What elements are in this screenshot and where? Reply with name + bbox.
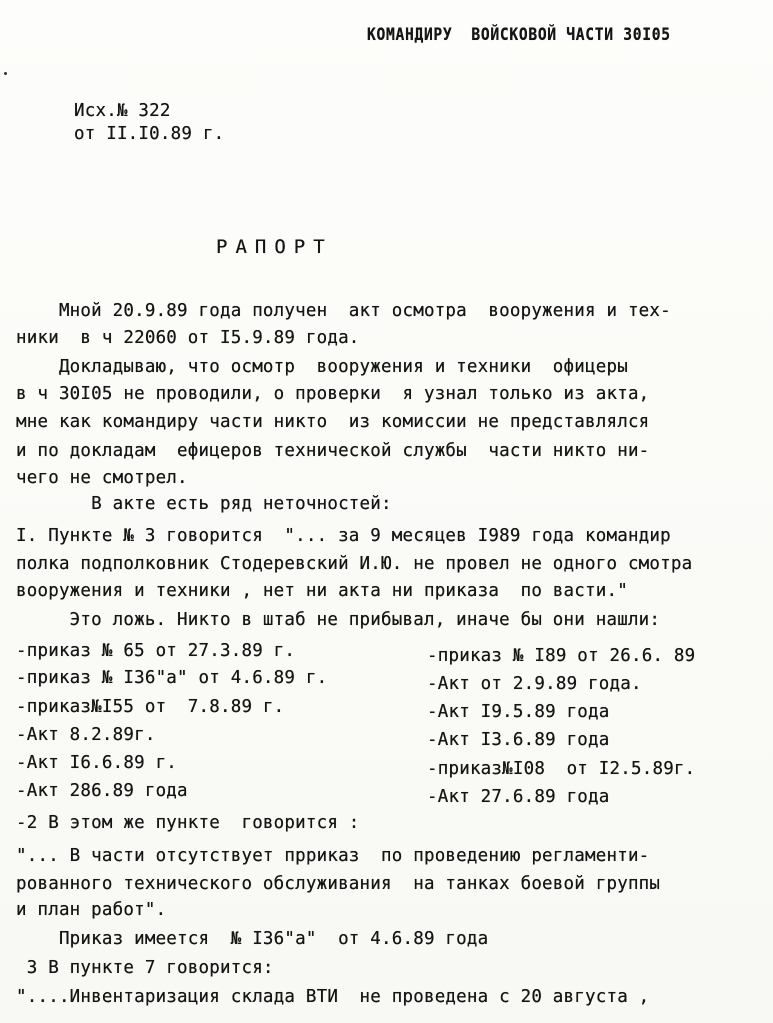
list-item: -Акт I9.5.89 года xyxy=(427,702,610,722)
list-item: -приказ № I36"а" от 4.6.89 г. xyxy=(16,668,328,688)
body-line: Это ложь. Никто в штаб не прибывал, иначе бы они нашли: xyxy=(16,610,661,630)
document-title: РАПОРТ xyxy=(216,236,333,258)
body-line: рованного технического обслуживания на танках боевой группы xyxy=(16,874,661,894)
paper-speck xyxy=(4,72,7,75)
list-item: -приказ№I55 от 7.8.89 г. xyxy=(16,697,285,717)
body-line: Приказ имеется № I36"а" от 4.6.89 года xyxy=(16,929,489,949)
list-item: -приказ № I89 от 26.6. 89 xyxy=(427,646,696,666)
reference-date: от II.I0.89 г. xyxy=(74,124,225,144)
list-item: -приказ № 65 от 27.3.89 г. xyxy=(16,641,296,661)
list-item: -Акт 27.6.89 года xyxy=(427,787,610,807)
list-item: -Акт I3.6.89 года xyxy=(427,730,610,750)
body-line: "....Инвентаризация склада ВТИ не проведена с 20 августа , xyxy=(16,987,650,1007)
body-line: "... В части отсутствует прриказ по проведению регламенти- xyxy=(16,846,650,866)
body-line: полка подполковник Стодеревский И.Ю. не провел не одного смотра xyxy=(16,554,693,574)
body-line: и план работ". xyxy=(16,900,167,920)
body-line: 3 В пункте 7 говорится: xyxy=(16,958,274,978)
body-line: В акте есть ряд неточностей: xyxy=(16,494,392,514)
list-item: -Акт от 2.9.89 года. xyxy=(427,674,642,694)
list-item: -приказ№I08 от I2.5.89г. xyxy=(427,759,696,779)
list-item: -Акт 286.89 года xyxy=(16,781,188,801)
body-line: чего не смотрел. xyxy=(16,468,188,488)
body-line: Докладываю, что осмотр вооружения и техники офицеры xyxy=(16,357,628,377)
body-line: ники в ч 22060 от I5.9.89 года. xyxy=(16,328,360,348)
list-item: -Акт I6.6.89 г. xyxy=(16,753,178,773)
body-line: вооружения и техники , нет ни акта ни приказа по васти." xyxy=(16,581,628,601)
body-line: мне как командиру части никто из комиссии не представлялся xyxy=(16,412,650,432)
body-line: -2 В этом же пункте говорится : xyxy=(16,813,360,833)
reference-number: Исх.№ 322 xyxy=(74,101,171,121)
body-line: и по докладам ефицеров технической службы части никто ни- xyxy=(16,441,650,461)
body-line: в ч 30I05 не проводили, о проверки я узнал только из акта, xyxy=(16,384,650,404)
addressee-line: КОМАНДИРУ ВОЙСКОВОЙ ЧАСТИ 30I05 xyxy=(367,25,671,45)
body-line: Мной 20.9.89 года получен акт осмотра вооружения и тех- xyxy=(16,301,671,321)
body-line: I. Пункте № 3 говорится "... за 9 месяцев I989 года командир xyxy=(16,526,671,546)
list-item: -Акт 8.2.89г. xyxy=(16,725,156,745)
